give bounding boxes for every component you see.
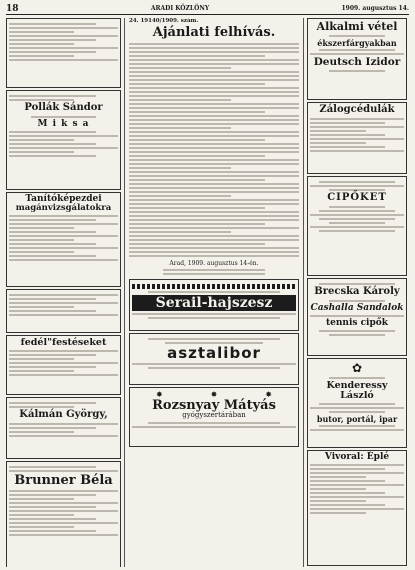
ad-block-fedel: [6, 335, 121, 395]
left-ad-column: [6, 18, 124, 567]
ad-block-vivoral: [307, 450, 407, 566]
ad-name-brecska: Brecska Károly: [314, 286, 400, 297]
ad-title-cashalla: Cashalla Sandalok: [310, 302, 404, 313]
ad-block-zalog: [307, 102, 407, 174]
ad-block-brunner: [6, 461, 121, 567]
ad-subtitle-rozsnyay: gyógyszertárában: [182, 411, 246, 420]
ad-title-rozsnyay: Rozsnyay Mátyás: [152, 397, 276, 413]
ad-block-kalman: [6, 397, 121, 459]
notice-reference: 24. 19140/1909. szám.: [129, 18, 199, 24]
ornament-icon: ✿: [351, 361, 363, 375]
header-rule: [6, 14, 409, 15]
page-number: 18: [6, 3, 19, 14]
ad-title-fedel: fedél"festéseket: [20, 337, 107, 348]
ad-block-kenderessy: [307, 358, 407, 448]
ad-block-serail: [129, 279, 299, 331]
paper-title: ARADI KÖZLÖNY: [150, 5, 210, 12]
ad-block-brecska: [307, 278, 407, 356]
ad-block-small: [6, 289, 121, 333]
ad-block-rozsnyay: [129, 387, 299, 447]
middle-column: [124, 18, 304, 567]
page-header: [6, 4, 409, 13]
ad-block-top: [6, 18, 121, 88]
ad-name-deutsch: Deutsch Izidor: [313, 55, 401, 68]
issue-date: 1909. augusztus 14.: [341, 5, 409, 12]
ad-title-serail: Serail-hajszesz: [132, 295, 296, 312]
ad-block-pollak: [6, 90, 121, 190]
ad-subtitle-tanito: magánvizsgálatokra: [15, 203, 112, 214]
notice-body: [129, 43, 299, 257]
notice-signature: Arad, 1909. augusztus 14-én.: [169, 259, 259, 267]
ad-block-tanito: [6, 192, 121, 287]
notice-title: Ajánlati felhívás.: [152, 25, 276, 40]
ad-title-alkalmi: Alkalmi vétel: [316, 20, 398, 33]
star-icon: ✸: [155, 389, 163, 399]
ad-block-asztalibor: [129, 333, 299, 385]
ad-name-pollak: Pollák Sándor: [24, 102, 103, 113]
ad-title-cipok: CIPŐKET: [327, 192, 387, 203]
serail-stripe: [132, 284, 296, 289]
ad-name-miksa: M i k s a: [37, 118, 90, 129]
ad-block-cipok: [307, 176, 407, 276]
ad-subtitle-ekszer: ékszerfárgyakban: [317, 37, 397, 48]
ad-name-kenderessy: Kenderessy László: [326, 380, 388, 401]
ad-title-butor: butor, portál, ipar: [316, 413, 398, 424]
ad-title-tanito: Tanítóképezdei: [25, 194, 102, 204]
ad-block-alkalmi: [307, 18, 407, 100]
ad-title-tennis: tennis cipők: [325, 317, 389, 328]
ad-title-asztalibor: asztalibor: [167, 343, 261, 362]
right-ad-column: [304, 18, 407, 567]
star-icon: ✸: [210, 389, 218, 399]
ad-name-kalman: Kálmán György,: [19, 409, 108, 420]
columns: [6, 18, 409, 567]
ad-title-zalog: Zálogcédulák: [319, 104, 395, 115]
star-icon: ✸: [265, 389, 272, 399]
ad-name-brunner: Brunner Béla: [14, 473, 113, 488]
ad-title-vivoral: Vivoral: Éplé: [324, 452, 390, 462]
